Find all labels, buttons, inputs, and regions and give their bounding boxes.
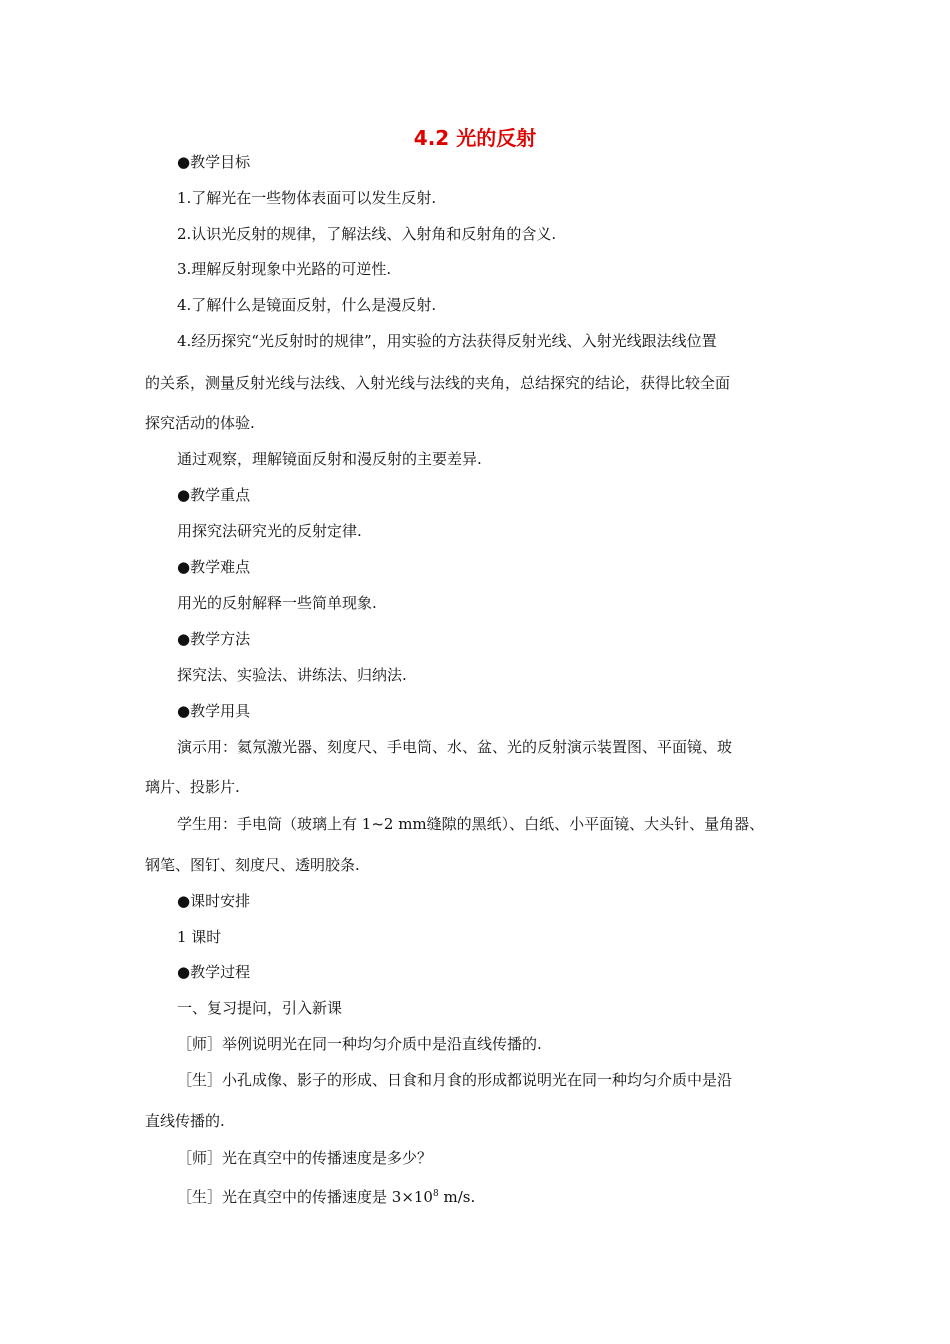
schedule-heading: ●课时安排 (177, 892, 251, 910)
process-heading: ●教学过程 (177, 963, 251, 981)
tools-student-line-2: 钢笔、图钉、刻度尺、透明胶条. (145, 856, 360, 874)
difficult-text: 用光的反射解释一些简单现象. (177, 594, 377, 612)
goals-heading: ●教学目标 (177, 153, 251, 171)
method-heading: ●教学方法 (177, 630, 251, 648)
goal-para-4-line-2: 的关系，测量反射光线与法线、入射光线与法线的夹角，总结探究的结论，获得比较全面 (145, 374, 731, 392)
dialogue-student-2-text: ［生］光在真空中的传播速度是 3×10 (177, 1188, 433, 1206)
method-text: 探究法、实验法、讲练法、归纳法. (177, 666, 407, 684)
goal-para-4-line-3: 探究活动的体验. (145, 414, 255, 432)
goal-item-3: 3.理解反射现象中光路的可逆性. (177, 260, 392, 278)
schedule-text: 1 课时 (177, 928, 222, 946)
dialogue-teacher-1: ［师］举例说明光在同一种均匀介质中是沿直线传播的. (177, 1035, 542, 1053)
dialogue-student-2 (177, 1184, 475, 1207)
key-text: 用探究法研究光的反射定律. (177, 522, 362, 540)
page-title: 4.2 光的反射 (413, 126, 537, 150)
difficult-heading: ●教学难点 (177, 558, 251, 576)
dialogue-student-1-line-1: ［生］小孔成像、影子的形成、日食和月食的形成都说明光在同一种均匀介质中是沿 (177, 1071, 733, 1089)
goal-item-1: 1.了解光在一些物体表面可以发生反射. (177, 189, 437, 207)
tools-heading: ●教学用具 (177, 702, 251, 720)
dialogue-student-1-line-2: 直线传播的. (145, 1112, 225, 1130)
goal-item-2: 2.认识光反射的规律，了解法线、入射角和反射角的含义. (177, 225, 557, 243)
process-section-1: 一、复习提问，引入新课 (177, 999, 343, 1017)
dialogue-teacher-2: ［师］光在真空中的传播速度是多少？ (177, 1149, 433, 1167)
exponent: 8 (432, 1189, 439, 1199)
tools-demo-line-1: 演示用：氦氖激光器、刻度尺、手电筒、水、盆、光的反射演示装置图、平面镜、玻 (177, 738, 733, 756)
goal-para-4-line-1: 4.经历探究“光反射时的规律”，用实验的方法获得反射光线、入射光线跟法线位置 (177, 332, 717, 350)
goal-item-4: 4.了解什么是镜面反射，什么是漫反射. (177, 296, 437, 314)
key-heading: ●教学重点 (177, 486, 251, 504)
dialogue-student-2-unit: m/s. (438, 1188, 476, 1206)
tools-demo-line-2: 璃片、投影片. (145, 778, 240, 796)
tools-student-line-1: 学生用：手电筒（玻璃上有 1~2 mm缝隙的黑纸）、白纸、小平面镜、大头针、量角器、 (177, 815, 765, 833)
goal-para-5: 通过观察，理解镜面反射和漫反射的主要差异. (177, 450, 482, 468)
